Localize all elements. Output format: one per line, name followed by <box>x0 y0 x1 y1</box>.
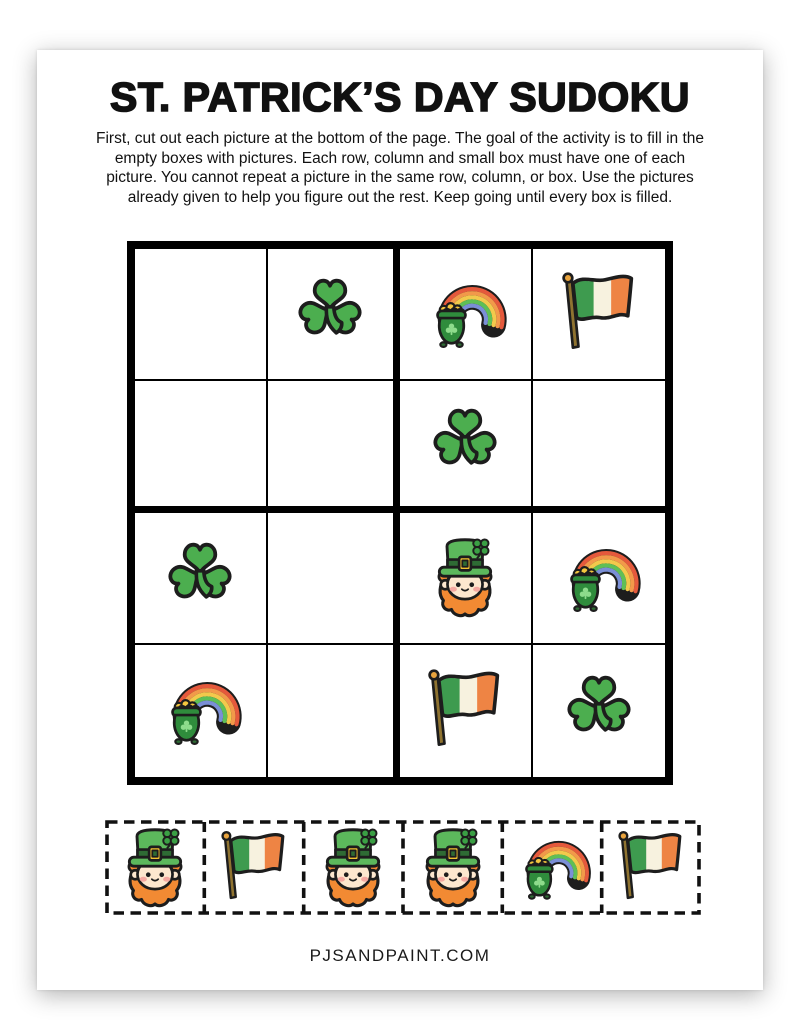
shamrock-icon <box>554 666 644 756</box>
sudoku-cell <box>533 381 666 513</box>
sudoku-cell <box>400 381 533 513</box>
sudoku-cell <box>135 513 268 645</box>
pot-of-gold-rainbow-icon <box>420 269 510 359</box>
cutout-dashed-border <box>105 820 701 915</box>
cell-icon <box>420 533 510 623</box>
sudoku-cell <box>135 645 268 777</box>
footer-site-name: PJSANDPAINT.COM <box>309 946 491 965</box>
shamrock-icon <box>420 399 510 489</box>
sudoku-cell <box>268 249 401 381</box>
cell-icon <box>554 533 644 623</box>
cell-icon <box>554 269 644 359</box>
sudoku-cell <box>268 381 401 513</box>
sudoku-cell <box>268 645 401 777</box>
worksheet-page <box>37 50 763 990</box>
sudoku-cell <box>400 645 533 777</box>
cell-icon <box>554 666 644 756</box>
sudoku-cell <box>533 513 666 645</box>
shamrock-icon <box>285 269 375 359</box>
sudoku-cell <box>135 249 268 381</box>
cell-icon <box>420 399 510 489</box>
sudoku-cell <box>135 381 268 513</box>
instructions-line: First, cut out each picture at the bottom of the page. The goal of the activity is to fill in the <box>96 130 704 147</box>
pot-of-gold-rainbow-icon <box>554 533 644 623</box>
sudoku-grid <box>127 241 673 785</box>
sudoku-cell <box>268 513 401 645</box>
cutout-strip <box>105 820 701 915</box>
sudoku-cell <box>400 513 533 645</box>
cell-icon <box>420 666 510 756</box>
cell-icon <box>420 269 510 359</box>
instructions-line: already given to help you figure out the rest. Keep going until every box is filled. <box>127 188 673 206</box>
page-title: ST. PATRICK’S DAY SUDOKU <box>109 74 690 120</box>
sudoku-cell <box>533 249 666 381</box>
instructions-line: picture. You cannot repeat a picture in the same row, column, or box. Use the pictures <box>106 169 694 186</box>
instructions <box>65 129 735 207</box>
sudoku-cell <box>400 249 533 381</box>
irish-flag-icon <box>420 666 510 756</box>
pot-of-gold-rainbow-icon <box>155 666 245 756</box>
shamrock-icon <box>155 533 245 623</box>
sudoku-cell <box>533 645 666 777</box>
leprechaun-icon <box>420 533 510 623</box>
instructions-line: empty boxes with pictures. Each row, column and small box must have one of each <box>114 149 686 167</box>
cell-icon <box>285 269 375 359</box>
cell-icon <box>155 666 245 756</box>
irish-flag-icon <box>554 269 644 359</box>
cell-icon <box>155 533 245 623</box>
